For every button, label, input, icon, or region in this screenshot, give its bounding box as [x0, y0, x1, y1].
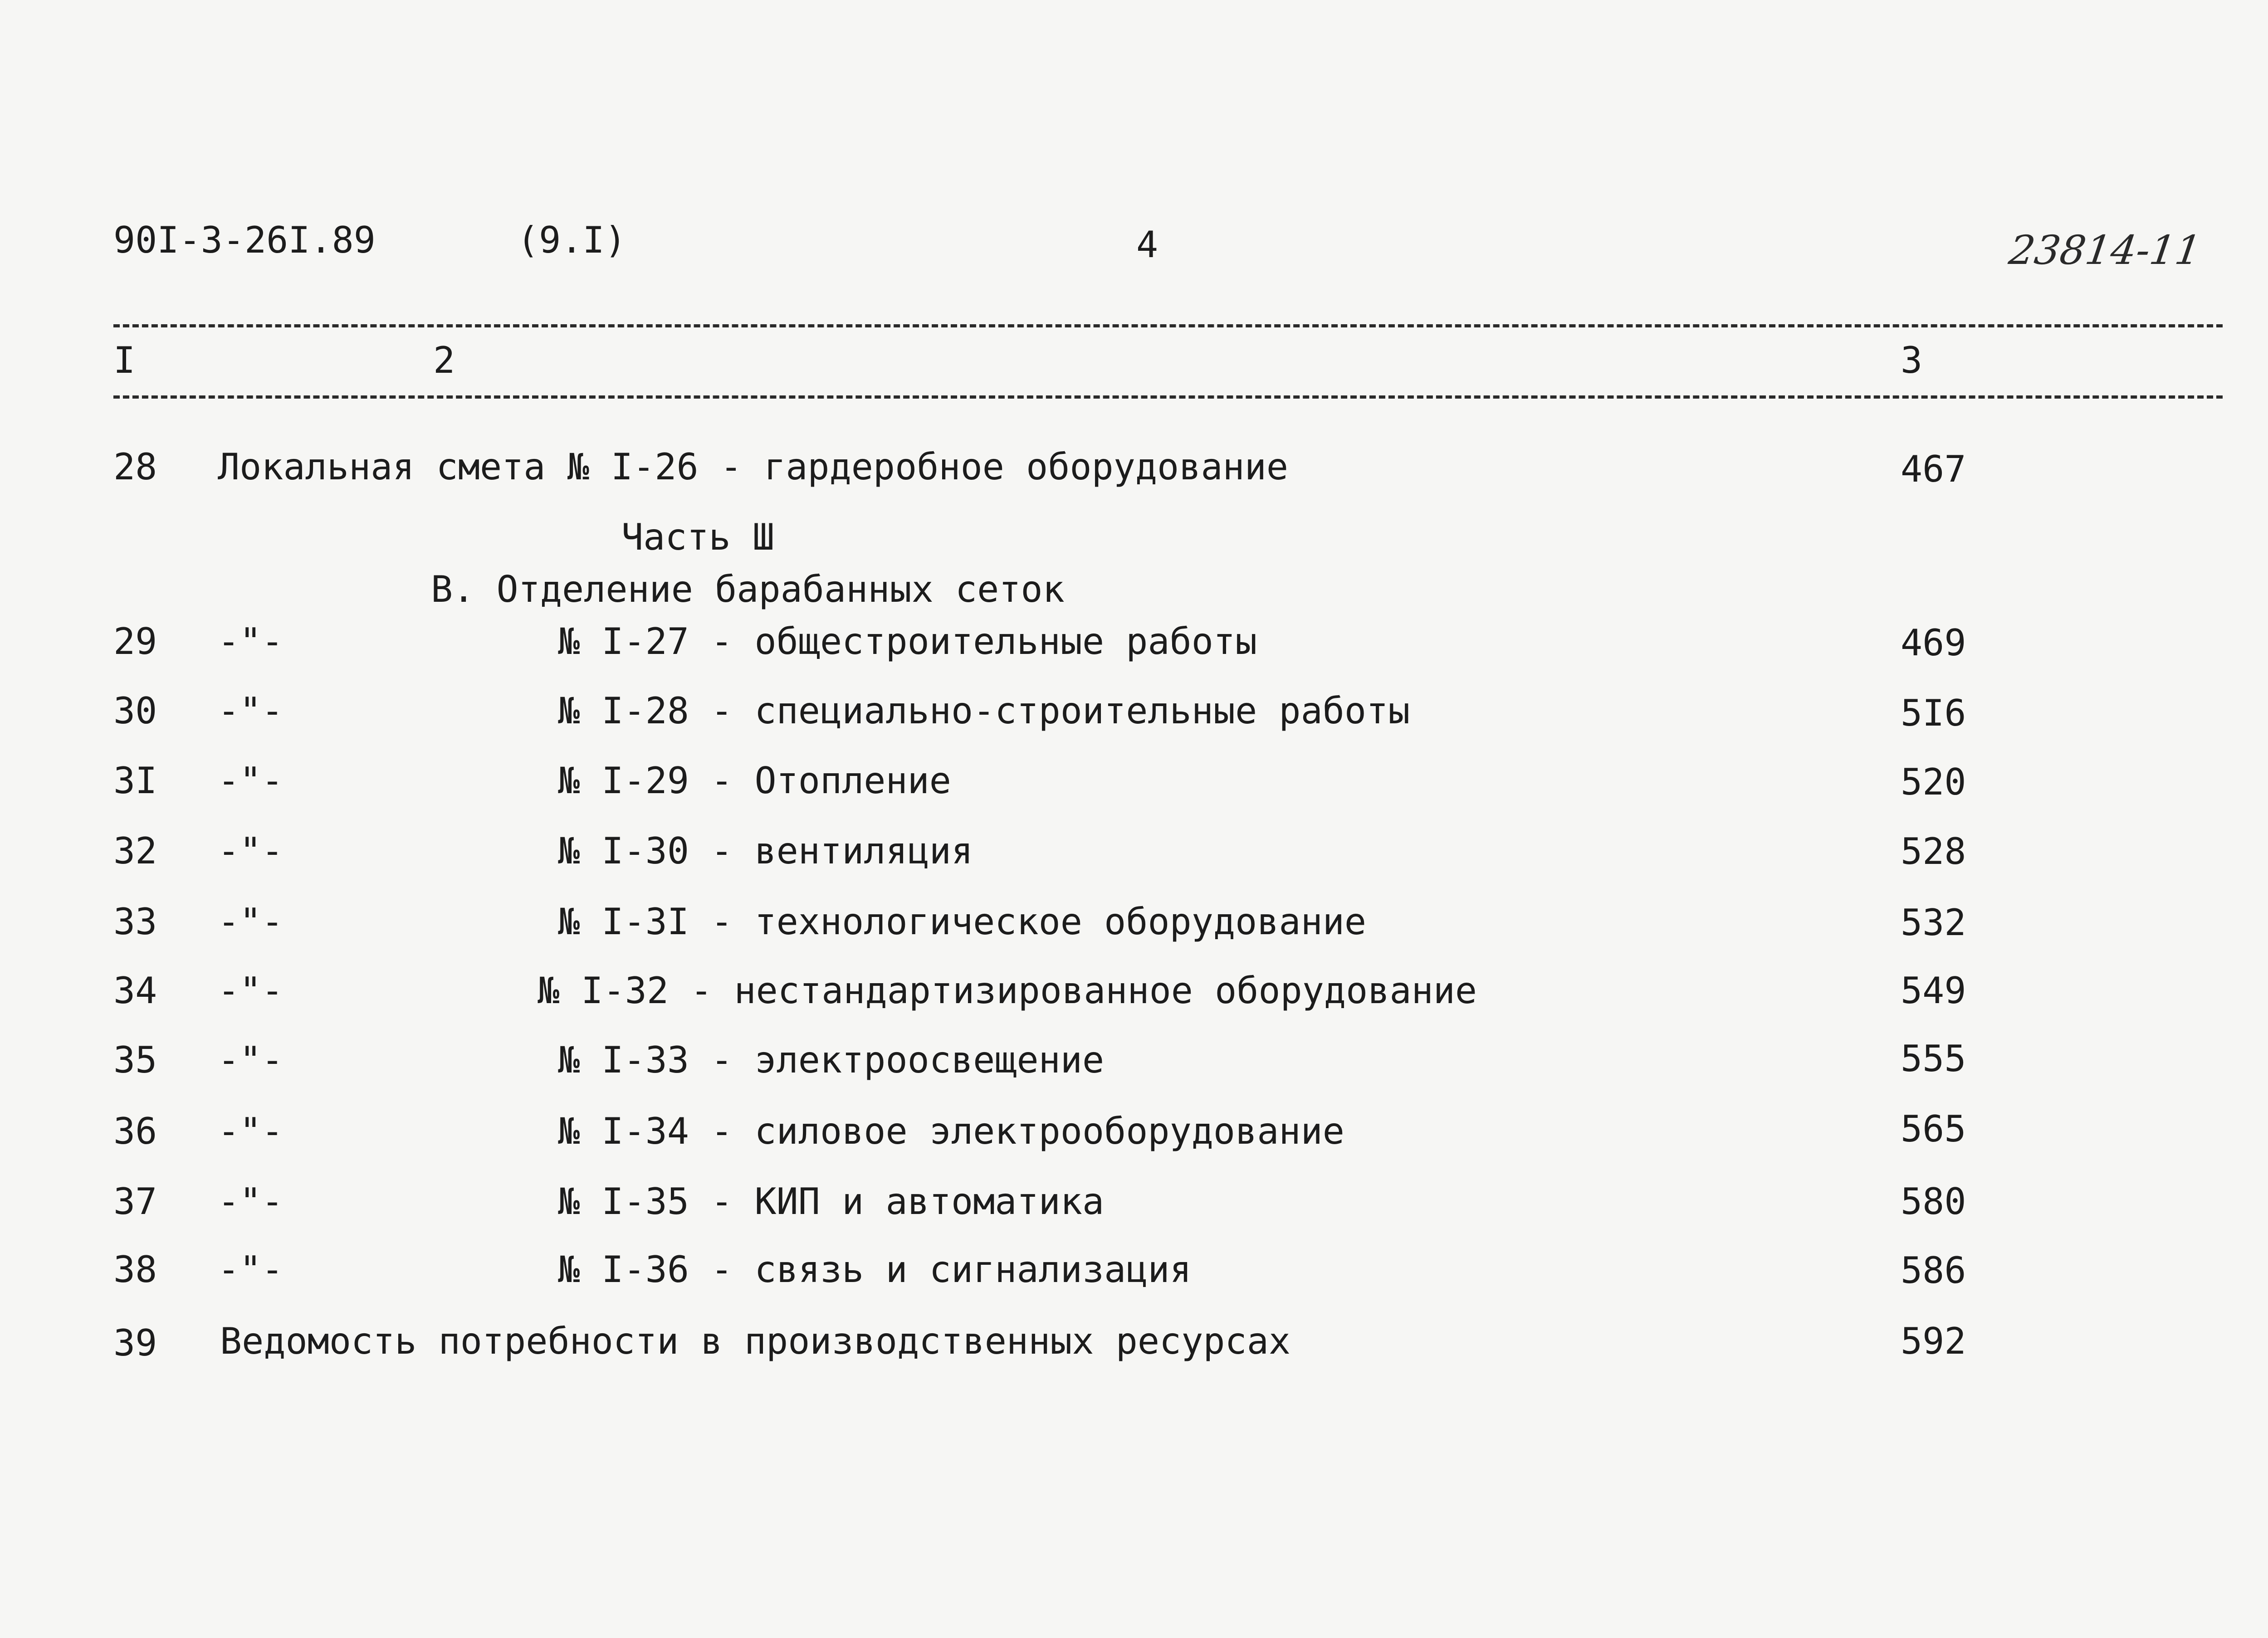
ditto-mark: -"- [218, 760, 284, 802]
row-number: 29 [113, 620, 157, 663]
page-number: 4 [1136, 224, 1158, 266]
document-code: 90I-3-26I.89 [113, 219, 376, 261]
row-page: 549 [1901, 970, 1966, 1012]
row-description: № I-36 - связь и сигнализация [558, 1248, 1192, 1291]
ditto-mark: -"- [218, 830, 284, 872]
section-title: В. Отделение барабанных сеток [431, 568, 1065, 610]
row-number: 30 [113, 690, 157, 732]
row-number: 39 [113, 1322, 157, 1364]
ditto-mark: -"- [218, 1248, 284, 1291]
row-page: 580 [1901, 1180, 1966, 1223]
handwritten-reference: 23814-11 [2006, 227, 2204, 273]
row-description: Локальная смета № I-26 - гардеробное оборудование [218, 446, 1289, 488]
ditto-mark: -"- [218, 970, 284, 1012]
ditto-mark: -"- [218, 1180, 284, 1223]
row-description: № I-34 - силовое электрооборудование [558, 1110, 1344, 1152]
row-number: 37 [113, 1180, 157, 1223]
row-page: 592 [1901, 1320, 1966, 1362]
row-page: 555 [1901, 1038, 1966, 1080]
row-description: № I-27 - общестроительные работы [558, 620, 1257, 663]
row-number: 28 [113, 446, 157, 488]
row-page: 5I6 [1901, 692, 1966, 734]
row-number: 36 [113, 1110, 157, 1152]
row-page: 467 [1901, 448, 1966, 490]
row-description: Ведомость потребности в производственных ресурсах [220, 1320, 1291, 1362]
column-header-2: 2 [433, 339, 455, 381]
row-page: 586 [1901, 1249, 1966, 1292]
part-title: Часть Ш [621, 516, 775, 558]
row-page: 528 [1901, 830, 1966, 873]
row-page: 520 [1901, 761, 1966, 803]
column-header-1: I [113, 339, 136, 381]
bottom-dashed-rule [113, 395, 2223, 399]
row-description: № I-30 - вентиляция [558, 830, 973, 872]
row-number: 34 [113, 970, 157, 1012]
row-page: 532 [1901, 902, 1966, 944]
top-dashed-rule [113, 324, 2223, 327]
ditto-mark: -"- [218, 1110, 284, 1152]
row-page: 469 [1901, 622, 1966, 664]
column-header-3: 3 [1901, 339, 1923, 381]
row-description: № I-3I - технологическое оборудование [558, 901, 1367, 943]
row-number: 33 [113, 901, 157, 943]
ditto-mark: -"- [218, 1039, 284, 1081]
row-page: 565 [1901, 1108, 1966, 1150]
ditto-mark: -"- [218, 690, 284, 732]
row-description: № I-29 - Отопление [558, 760, 951, 802]
row-description: № I-32 - нестандартизированное оборудование [538, 970, 1477, 1012]
row-number: 32 [113, 830, 157, 872]
ditto-mark: -"- [218, 901, 284, 943]
row-number: 38 [113, 1248, 157, 1291]
section-code: (9.I) [517, 219, 626, 261]
row-description: № I-33 - электроосвещение [558, 1039, 1105, 1081]
row-description: № I-35 - КИП и автоматика [558, 1180, 1105, 1223]
ditto-mark: -"- [218, 620, 284, 663]
row-number: 3I [113, 760, 157, 802]
row-number: 35 [113, 1039, 157, 1081]
row-description: № I-28 - специально-строительные работы [558, 690, 1410, 732]
